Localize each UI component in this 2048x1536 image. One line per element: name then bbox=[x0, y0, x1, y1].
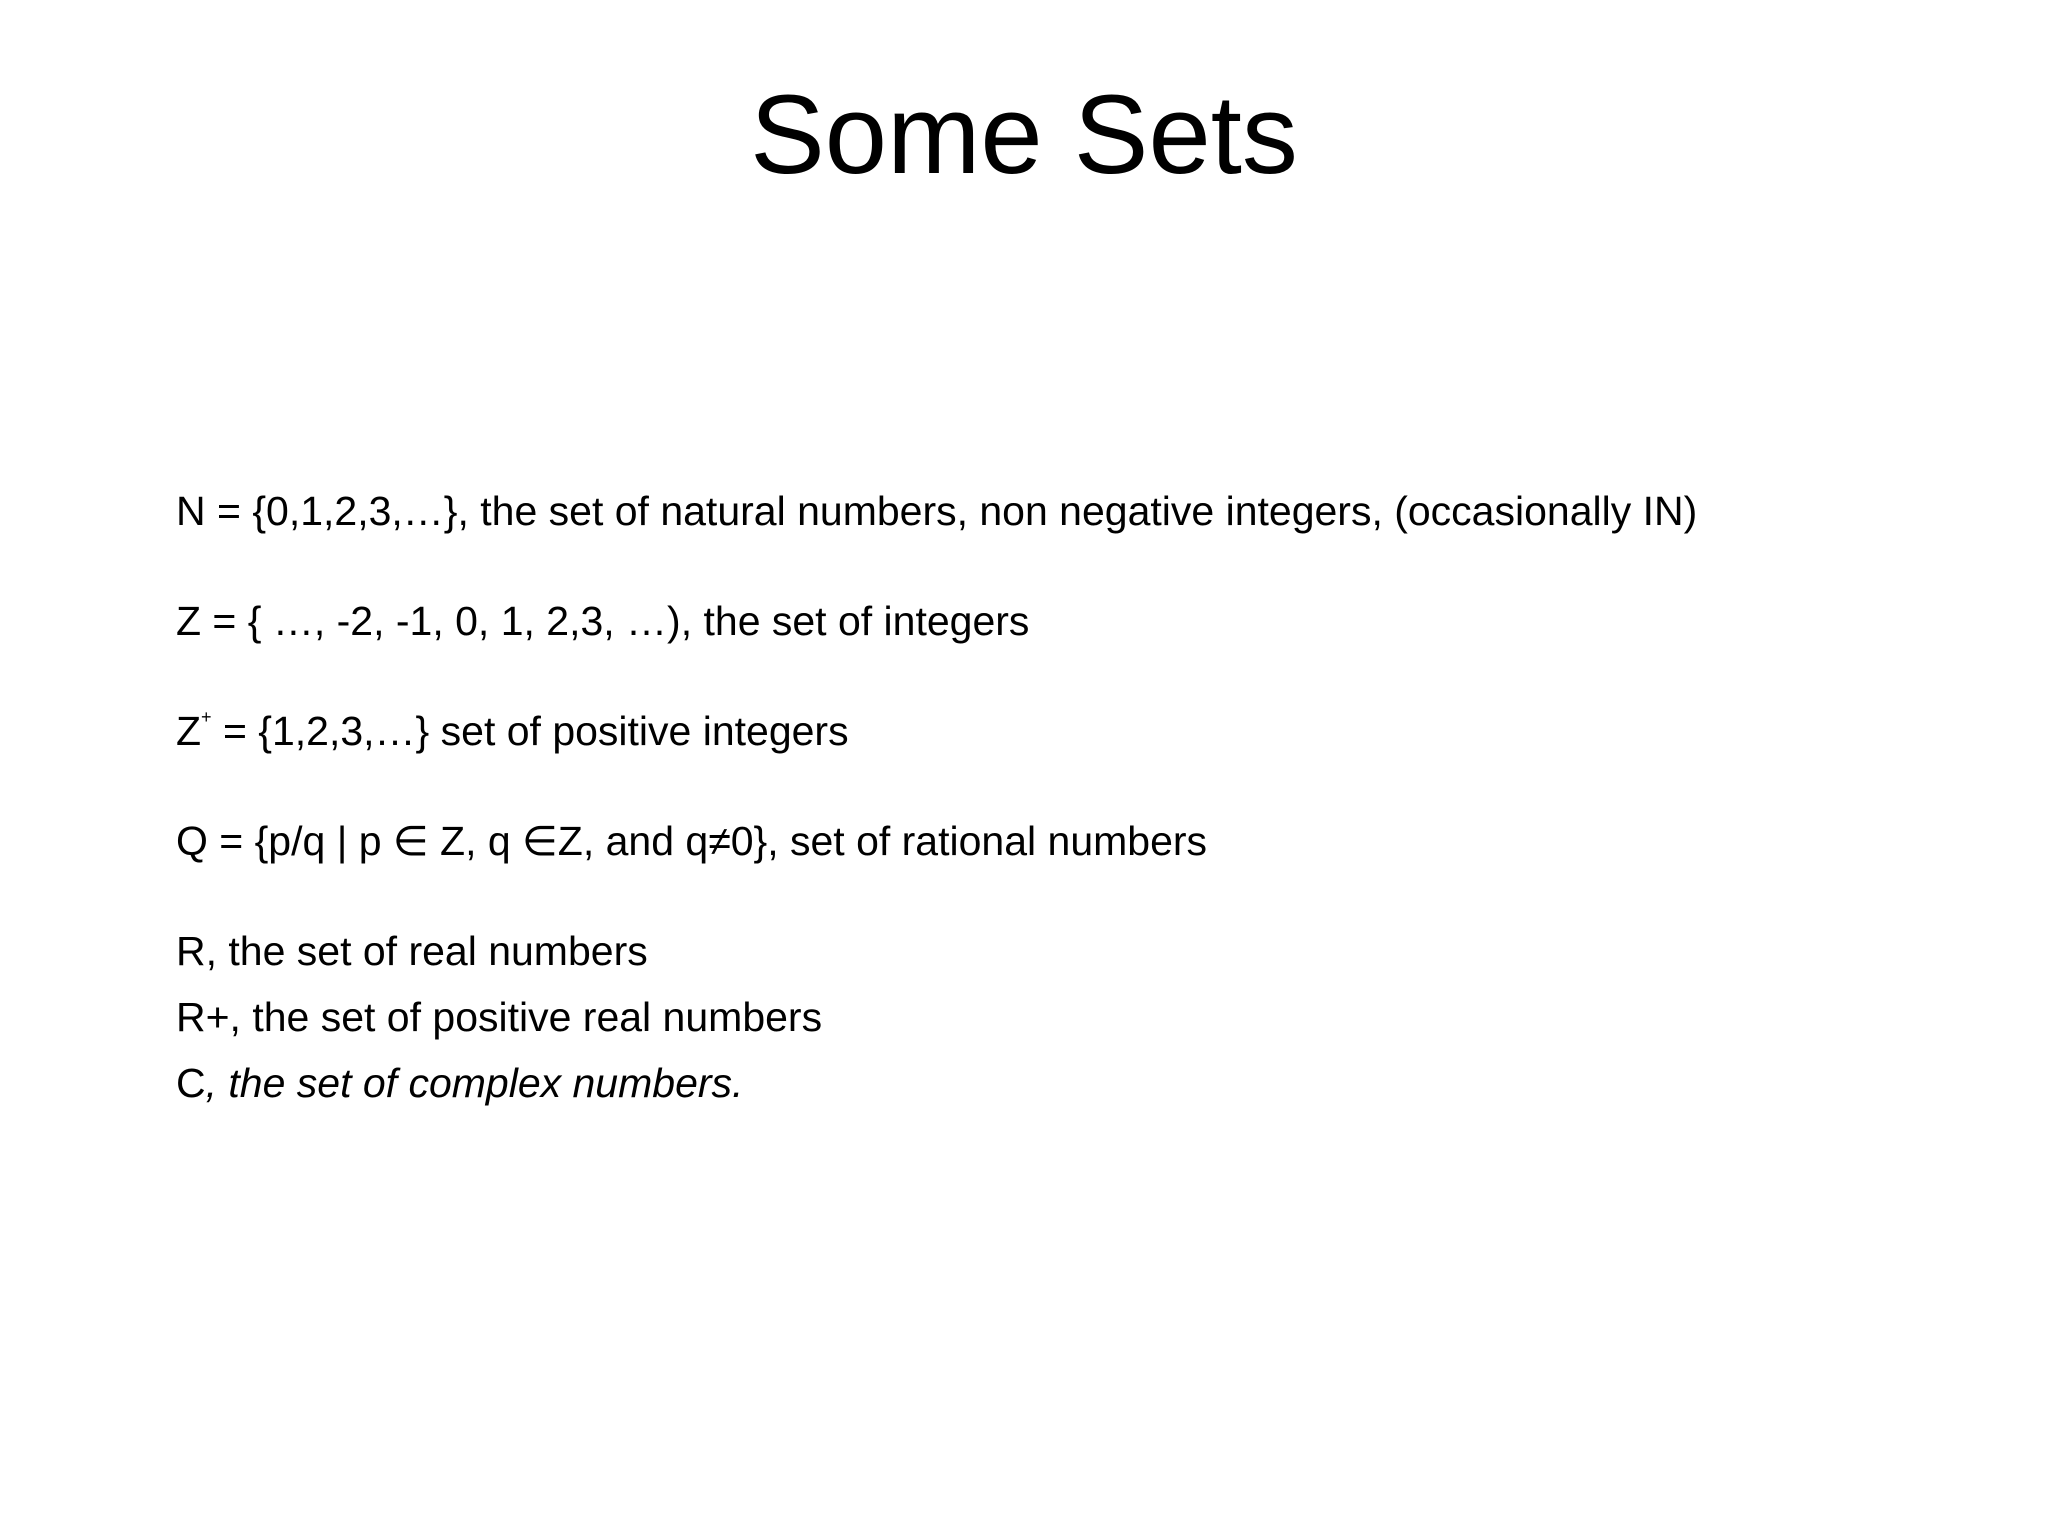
line-integers: Z = { …, -2, -1, 0, 1, 2,3, …), the set of integers bbox=[176, 598, 1030, 644]
complex-letter: C bbox=[176, 1060, 206, 1106]
slide-body bbox=[176, 478, 1996, 1116]
zplus-superscript: + bbox=[201, 707, 212, 727]
line-rational-numbers: Q = {p/q | p ∈ Z, q ∈Z, and q≠0}, set of rational numbers bbox=[176, 818, 1208, 864]
slide-title: Some Sets bbox=[750, 72, 1298, 197]
zplus-rest: = {1,2,3,…} set of positive integers bbox=[211, 708, 849, 754]
line-natural-numbers: N = {0,1,2,3,…}, the set of natural numbers, non negative integers, (occasionally IN) bbox=[176, 488, 1698, 534]
line-real-numbers: R, the set of real numbers bbox=[176, 928, 648, 974]
line-positive-real-numbers: R+, the set of positive real numbers bbox=[176, 994, 823, 1040]
line-positive-integers bbox=[176, 698, 1996, 764]
line-complex-numbers bbox=[176, 1050, 1996, 1116]
complex-rest: , the set of complex numbers. bbox=[205, 1060, 744, 1106]
zplus-base: Z bbox=[176, 708, 202, 754]
